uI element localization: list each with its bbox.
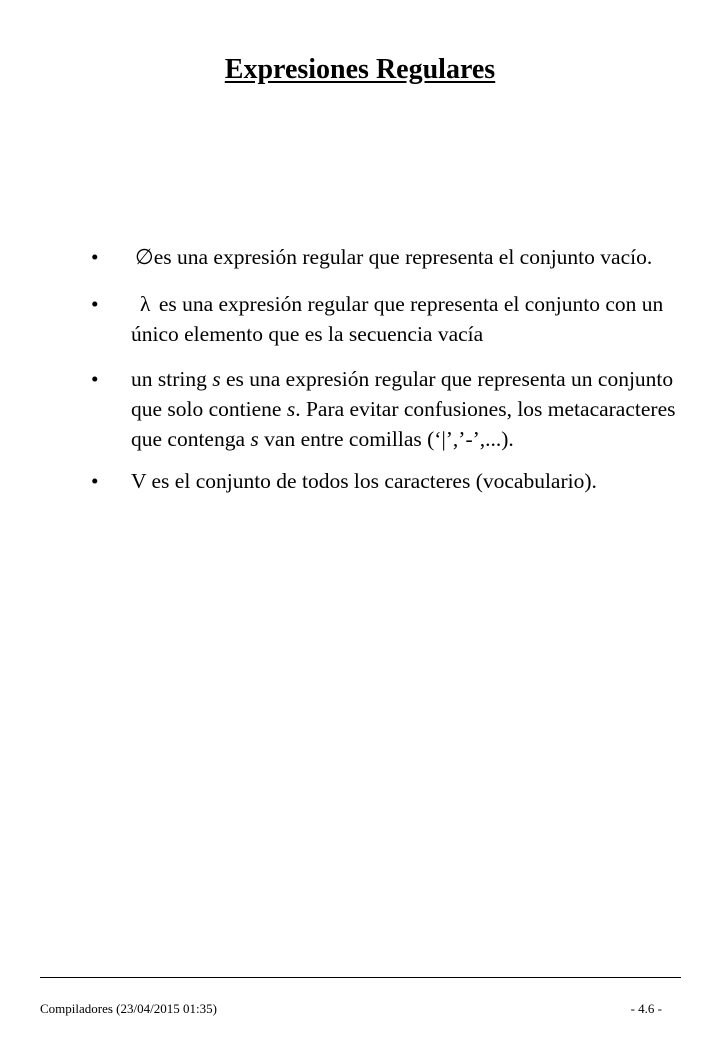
list-item-empty-set (0, 242, 720, 272)
bullet-icon: • (91, 367, 99, 391)
list-item-text: V es el conjunto de todos los caracteres (vocabulario). (131, 469, 597, 493)
variable-s: s (250, 427, 259, 451)
footer-page-number: - 4.6 - (630, 1001, 662, 1016)
footer-divider (40, 977, 681, 978)
lambda-symbol: λ (140, 292, 151, 316)
empty-set-symbol: ∅ (135, 245, 154, 269)
bullet-icon: • (91, 292, 99, 316)
list-item-text-part: van entre comillas (‘|’,’-’,...). (258, 427, 514, 451)
page-title: Expresiones Regulares (224, 54, 496, 85)
list-item-text-part: es una expresión regular que representa un conjunto que solo contiene (131, 367, 674, 421)
list-item-lambda (0, 289, 720, 349)
variable-s: s (286, 397, 296, 421)
variable-s: s (212, 367, 221, 391)
list-item-text-part: . Para evitar confusiones, los metacaracteres que contenga (131, 397, 676, 451)
list-item-text: es una expresión regular que representa el conjunto vacío. (153, 245, 653, 269)
list-item-vocabulary (0, 466, 720, 496)
list-item-text: es una expresión regular que representa el conjunto con un único elemento que es la secuencia vacía (131, 292, 664, 346)
list-item-text-part: un string (131, 367, 213, 391)
bullet-icon: • (91, 469, 99, 493)
bullet-icon: • (91, 245, 99, 269)
bullet-list (0, 242, 720, 496)
list-item-string (0, 364, 720, 454)
footer-course-date: Compiladores (23/04/2015 01:35) (40, 1001, 217, 1016)
